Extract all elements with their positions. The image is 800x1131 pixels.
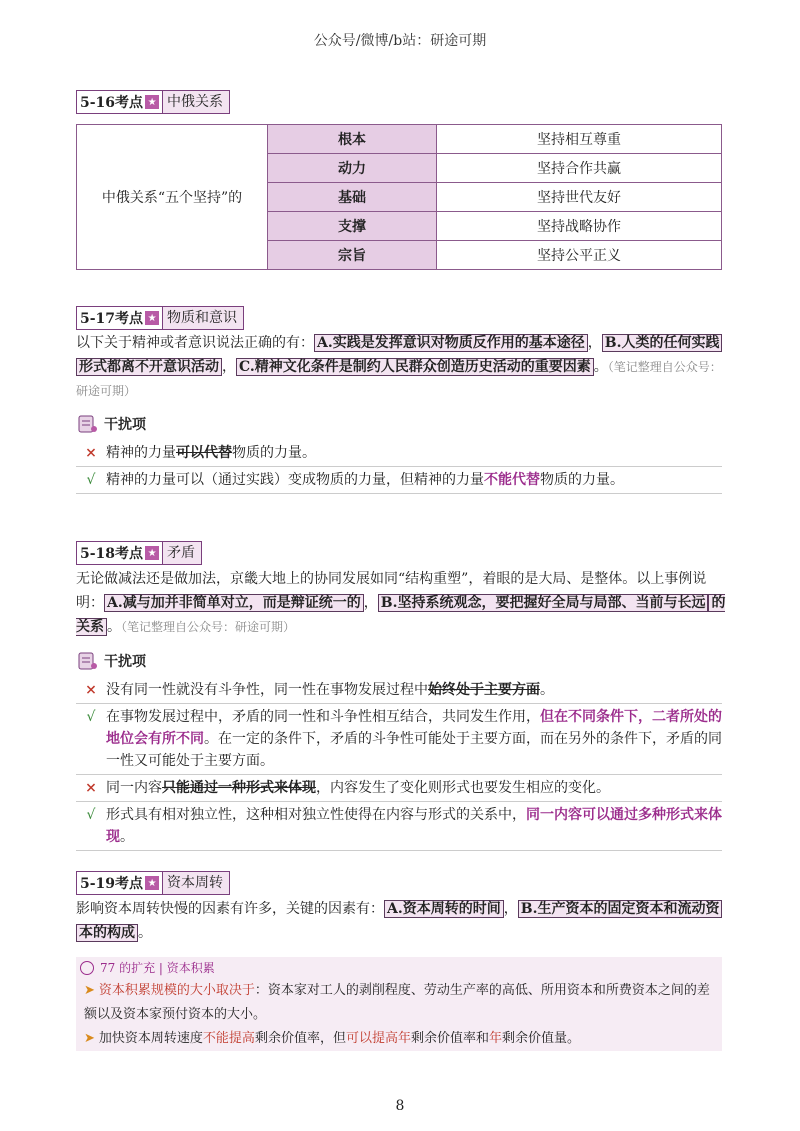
- notepad-icon: [76, 651, 98, 671]
- section-title: 矛盾: [162, 542, 201, 564]
- section-title: 中俄关系: [162, 91, 229, 113]
- answer-box: A.实践是发挥意识对物质反作用的基本途径: [314, 334, 588, 352]
- item-text: 在事物发展过程中，矛盾的同一性和斗争性相互结合，共同发生作用，但在不同条件下，二者所处的地位会有所不同。在一定的条件下，矛盾的斗争性可能处于主要方面，而在另外的条件下，矛盾的同一性又可能处于主要方面。: [106, 709, 722, 769]
- section-title: 资本周转: [162, 872, 229, 894]
- answer-box: 本的构成: [76, 924, 138, 942]
- table-value: 坚持相互尊重: [437, 125, 722, 154]
- table-value: 坚持公平正义: [437, 241, 722, 270]
- relations-table: [76, 124, 722, 270]
- table-key: 支撑: [268, 212, 437, 241]
- section-number: 5-19考点: [80, 876, 144, 892]
- table-value: 坚持合作共赢: [437, 154, 722, 183]
- list-item: [76, 440, 722, 467]
- check-icon: √: [86, 807, 96, 823]
- answer-box: 的关系: [76, 595, 726, 635]
- section-tag-5-19: [76, 871, 230, 895]
- question-text: 影响资本周转快慢的因素有许多，关键的因素有：: [76, 901, 384, 917]
- distractor-list: [76, 677, 722, 851]
- item-text: 加快资本周转速度: [98, 1031, 203, 1046]
- answer-box: 形式都离不开意识活动: [76, 358, 222, 376]
- source-note: （笔记整理自公众号：研途可期）: [121, 620, 296, 634]
- answer-box: B.坚持系统观念，要把握好全局与局部、当前与长远: [378, 594, 709, 612]
- section-title: 物质和意识: [162, 307, 243, 329]
- answer-box: B.生产资本的固定资本和流动资: [518, 900, 723, 918]
- answer-box: A.减与加并非简单对立，而是辩证统一的: [104, 594, 364, 612]
- answer-box: A.资本周转的时间: [384, 900, 504, 918]
- notepad-icon: [76, 414, 98, 434]
- extension-title: 77 的扩充 | 资本积累: [100, 961, 215, 975]
- highlight-text: 可以提高年: [345, 1031, 411, 1046]
- highlight-text: 资本积累规模的大小取决于: [98, 983, 255, 998]
- cross-icon: ×: [85, 780, 97, 796]
- section-tag-5-18: [76, 541, 202, 565]
- section-tag-5-17: [76, 306, 244, 330]
- check-icon: √: [86, 709, 96, 725]
- table-value: 坚持世代友好: [437, 183, 722, 212]
- list-item: [76, 467, 722, 494]
- distractor-label: 干扰项: [104, 417, 146, 433]
- table-row-header: 中俄关系“五个坚持”的: [77, 125, 268, 270]
- distractor-list: [76, 440, 722, 494]
- cross-icon: ×: [85, 445, 97, 461]
- section-number: 5-16考点: [80, 95, 144, 111]
- item-text: 同一内容只能通过一种形式来体现，内容发生了变化则形式也要发生相应的变化。: [106, 780, 610, 796]
- section-tag-5-16: [76, 90, 230, 114]
- table-row: [77, 125, 722, 154]
- section-number: 5-18考点: [80, 546, 144, 562]
- table-key: 动力: [268, 154, 437, 183]
- question-paragraph: 影响资本周转快慢的因素有许多，关键的因素有： A.资本周转的时间 ， B.生产资本的固定资本和流动资 本的构成 。: [76, 897, 726, 945]
- list-item: [76, 677, 722, 704]
- extension-heading: [76, 957, 722, 979]
- check-icon: √: [86, 472, 96, 488]
- distractor-heading: [76, 414, 146, 434]
- page-header: 公众号/微博/b站：研途可期: [313, 33, 487, 49]
- table-key: 基础: [268, 183, 437, 212]
- item-text: 剩余价值率和: [410, 1031, 489, 1046]
- star-icon: ★: [145, 95, 159, 109]
- list-item: [76, 802, 722, 851]
- item-text: 没有同一性就没有斗争性，同一性在事物发展过程中始终处于主要方面。: [106, 682, 554, 698]
- list-item: [76, 979, 722, 1027]
- pin-icon: [80, 961, 94, 975]
- item-text: 剩余价值率，但: [254, 1031, 346, 1046]
- arrow-right-icon: ➤: [84, 983, 95, 998]
- list-item: [76, 704, 722, 775]
- highlight-text: 不能提高: [202, 1031, 255, 1046]
- item-text: ：资本家对工人的剥削程度、劳动生产率的高低、所用资本和所费资本之间的差额以及资本家预付资本的大小。: [84, 983, 710, 1022]
- table-key: 根本: [268, 125, 437, 154]
- answer-box: B.人类的任何实践: [602, 334, 723, 352]
- distractor-heading: [76, 651, 146, 671]
- question-paragraph: 以下关于精神或者意识说法正确的有： A.实践是发挥意识对物质反作用的基本途径 ， B.人类的任何实践 形式都离不开意识活动 ， C.精神文化条件是制约人民群众创造历史活动的重要因素 。（笔记整理自公众号：研途可期）: [76, 335, 722, 398]
- star-icon: ★: [145, 876, 159, 890]
- item-text: 形式具有相对独立性，这种相对独立性使得在内容与形式的关系中，同一内容可以通过多种形式来体现。: [106, 807, 722, 845]
- star-icon: ★: [145, 311, 159, 325]
- answer-box: C.精神文化条件是制约人民群众创造历史活动的重要因素: [236, 358, 594, 376]
- list-item: [76, 775, 722, 802]
- star-icon: ★: [145, 546, 159, 560]
- question-text: 以下关于精神或者意识说法正确的有：: [76, 335, 314, 351]
- cross-icon: ×: [85, 682, 97, 698]
- list-item: [76, 1027, 722, 1051]
- page-number: 8: [395, 1098, 405, 1114]
- item-text: 剩余价值量。: [502, 1031, 581, 1046]
- source-note: （笔记整理自公众号：研途可期）: [76, 360, 722, 398]
- item-text: 精神的力量可以代替物质的力量。: [106, 445, 316, 461]
- extension-box: [76, 957, 722, 1051]
- arrow-right-icon: ➤: [84, 1031, 95, 1046]
- question-paragraph: 无论做减法还是做加法，京畿大地上的协同发展如同“结构重塑”，着眼的是大局、是整体。以上事例说明： A.减与加并非简单对立，而是辩证统一的 ， B.坚持系统观念，要把握好全局与局部、当前与长远 的关系 。（笔记整理自公众号：研途可期）: [76, 571, 726, 635]
- table-key: 宗旨: [268, 241, 437, 270]
- table-value: 坚持战略协作: [437, 212, 722, 241]
- highlight-text: 年: [488, 1031, 502, 1046]
- item-text: 精神的力量可以（通过实践）变成物质的力量，但精神的力量不能代替物质的力量。: [106, 472, 624, 488]
- distractor-label: 干扰项: [104, 654, 146, 670]
- section-number: 5-17考点: [80, 311, 144, 327]
- question-text: 无论做减法还是做加法，京畿大地上的协同发展如同“结构重塑”，着眼的是大局、是整体。以上事例说明：: [76, 571, 707, 611]
